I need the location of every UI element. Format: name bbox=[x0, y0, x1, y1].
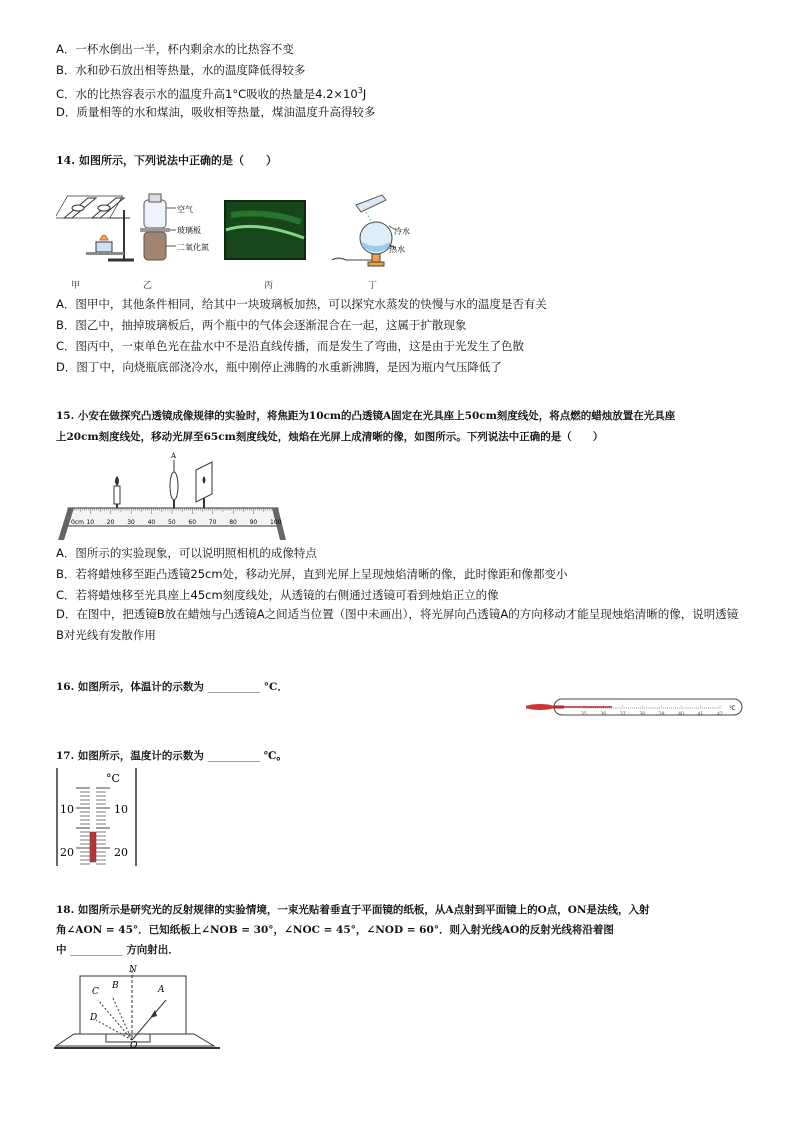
q18-stem-post: 方向射出． bbox=[126, 944, 179, 956]
clinical-scale-label: 41 bbox=[697, 712, 704, 717]
clinical-scale-label: 36 bbox=[600, 712, 607, 717]
q16-stem bbox=[56, 679, 288, 695]
q18-stem-pre: 中 bbox=[56, 944, 67, 956]
clinical-thermometer bbox=[524, 697, 744, 719]
caption-bing: 丙 bbox=[264, 281, 274, 291]
q15-option-d: D．在图中，把透镜B放在蜡烛与凸透镜A之间适当位置（图中未画出），将光屏向凸透镜A的方向移动才能呈现烛焰清晰的像，说明透镜B对光线有发散作用 bbox=[56, 607, 739, 642]
q13-exponent: 3 bbox=[357, 86, 363, 95]
q17-stem bbox=[56, 748, 287, 764]
liquid-column bbox=[90, 832, 96, 862]
bench-label: 60 bbox=[188, 519, 197, 526]
q14-option-d: D．图丁中，向烧瓶底部浇冷水，瓶中刚停止沸腾的水重新沸腾，是因为瓶内气压降低了 bbox=[56, 360, 502, 374]
q13-option-d: D．质量相等的水和煤油，吸收相等热量，煤油温度升高得较多 bbox=[56, 105, 376, 119]
q16-unit: °C． bbox=[263, 681, 288, 693]
bench-label: 30 bbox=[127, 519, 135, 526]
right-label-20: 20 bbox=[114, 846, 128, 859]
label-glass-plate: 玻璃板 bbox=[177, 226, 201, 235]
label-air: 空气 bbox=[177, 205, 193, 214]
wall-thermometer bbox=[56, 766, 140, 868]
left-label-20: 20 bbox=[60, 846, 74, 859]
point-b: B bbox=[112, 981, 119, 991]
q18-answer-blank[interactable]: __________ bbox=[70, 944, 123, 956]
figure-yi bbox=[140, 194, 209, 260]
q17-answer-blank[interactable]: __________ bbox=[207, 750, 261, 762]
q13-option-b: B．水和砂石放出相等热量，水的温度降低得较多 bbox=[56, 63, 306, 77]
figure-ding bbox=[332, 195, 410, 266]
clinical-scale-label: 40 bbox=[678, 712, 684, 717]
bench-label: 100 bbox=[270, 519, 282, 526]
bench-label: 20 bbox=[106, 519, 115, 526]
q15-option-b: B．若将蜡烛移至距凸透镜25cm处，移动光屏，直到光屏上呈现烛焰清晰的像，此时像距和像都变小 bbox=[56, 567, 568, 581]
paper-board bbox=[80, 976, 186, 1034]
q13-option-c bbox=[56, 83, 366, 102]
figure-bing bbox=[224, 200, 306, 260]
caption-ding: 丁 bbox=[368, 281, 378, 291]
q14-option-b: B．图乙中，抽掉玻璃板后，两个瓶中的气体会逐渐混合在一起，这属于扩散现象 bbox=[56, 318, 467, 332]
clinical-scale-label: 37 bbox=[619, 712, 626, 717]
q15-option-a: A．图所示的实验现象，可以说明照相机的成像特点 bbox=[56, 546, 317, 560]
clinical-scale-label: 38 bbox=[639, 712, 646, 717]
q16-stem-text: 16. 如图所示，体温计的示数为 bbox=[56, 681, 204, 693]
clinical-unit-mark: ℃ bbox=[729, 705, 736, 712]
q15-stem-line1: 15. 小安在做探究凸透镜成像规律的实验时，将焦距为10cm的凸透镜A固定在光具座上50cm刻度线处，将点燃的蜡烛放置在光具座 bbox=[56, 410, 676, 422]
point-c: C bbox=[92, 987, 99, 997]
lens-label: A bbox=[171, 452, 177, 460]
bench-label: 90 bbox=[249, 519, 258, 526]
label-cold-water: 冷水 bbox=[394, 227, 410, 236]
q18-stem-line1: 18. 如图所示是研究光的反射规律的实验情境，一束光贴着垂直于平面镜的纸板，从A点射到平面镜上的O点，ON是法线，入射 bbox=[56, 904, 650, 916]
convex-lens-a bbox=[170, 452, 178, 508]
q14-figures bbox=[56, 190, 416, 290]
caption-yi: 乙 bbox=[143, 281, 153, 291]
reflection-diagram bbox=[54, 962, 220, 1054]
bench-label-0: 0cm bbox=[71, 519, 84, 526]
bench-label: 50 bbox=[168, 519, 176, 526]
q15-stem-line2: 上20cm刻度线处，移动光屏至65cm刻度线处，烛焰在光屏上成清晰的像，如图所示。下列说法中正确的是（ ） bbox=[56, 431, 604, 443]
bench-label: 70 bbox=[208, 519, 217, 526]
point-n: N bbox=[129, 965, 137, 975]
label-hot-water: 热水 bbox=[389, 245, 405, 254]
q16-answer-blank[interactable]: __________ bbox=[207, 681, 261, 693]
right-label-10: 10 bbox=[114, 803, 128, 816]
point-d: D bbox=[90, 1013, 98, 1023]
q15-option-c: C．若将蜡烛移至光具座上45cm刻度线处，从透镜的右侧通过透镜可看到烛焰正立的像 bbox=[56, 588, 499, 602]
q13-option-a: A．一杯水倒出一半，杯内剩余水的比热容不变 bbox=[56, 42, 294, 56]
clinical-scale-label: 35 bbox=[581, 712, 587, 717]
point-a: A bbox=[158, 985, 165, 995]
thermo-unit-mark: °C bbox=[106, 772, 120, 785]
q14-option-c: C．图丙中，一束单色光在盐水中不是沿直线传播，而是发生了弯曲，这是由于光发生了色散 bbox=[56, 339, 525, 353]
bench-label: 40 bbox=[147, 519, 156, 526]
figure-jia bbox=[56, 196, 134, 260]
caption-jia: 甲 bbox=[71, 281, 81, 291]
clinical-scale-label: 42 bbox=[717, 712, 723, 717]
q13-option-c-text: C．水的比热容表示水的温度升高1°C吸收的热量是4.2×10 bbox=[56, 86, 358, 101]
candle bbox=[114, 476, 120, 508]
q17-unit: ℃。 bbox=[263, 750, 287, 762]
q14-stem: 14. 如图所示，下列说法中正确的是（ ） bbox=[56, 154, 277, 167]
light-screen bbox=[196, 462, 212, 508]
clinical-scale-label: 39 bbox=[658, 712, 665, 717]
q13-unit: J bbox=[362, 86, 367, 101]
q17-stem-text: 17. 如图所示，温度计的示数为 bbox=[56, 750, 204, 762]
left-label-10: 10 bbox=[60, 803, 74, 816]
label-no2: 二氧化氮 bbox=[177, 243, 209, 252]
q14-option-a: A．图甲中，其他条件相同，给其中一块玻璃板加热，可以探究水蒸发的快慢与水的温度是否有关 bbox=[56, 297, 547, 311]
bench-label: 10 bbox=[86, 519, 95, 526]
q18-stem-line2: 角∠AON = 45°．已知纸板上∠NOB = 30°，∠NOC = 45°，∠NOD = 60°．则入射光线AO的反射光线将沿着图 bbox=[56, 924, 614, 936]
bench-label: 80 bbox=[229, 519, 237, 526]
point-o: O bbox=[130, 1041, 138, 1051]
q18-stem-line3 bbox=[56, 942, 179, 958]
optical-bench bbox=[56, 448, 290, 542]
